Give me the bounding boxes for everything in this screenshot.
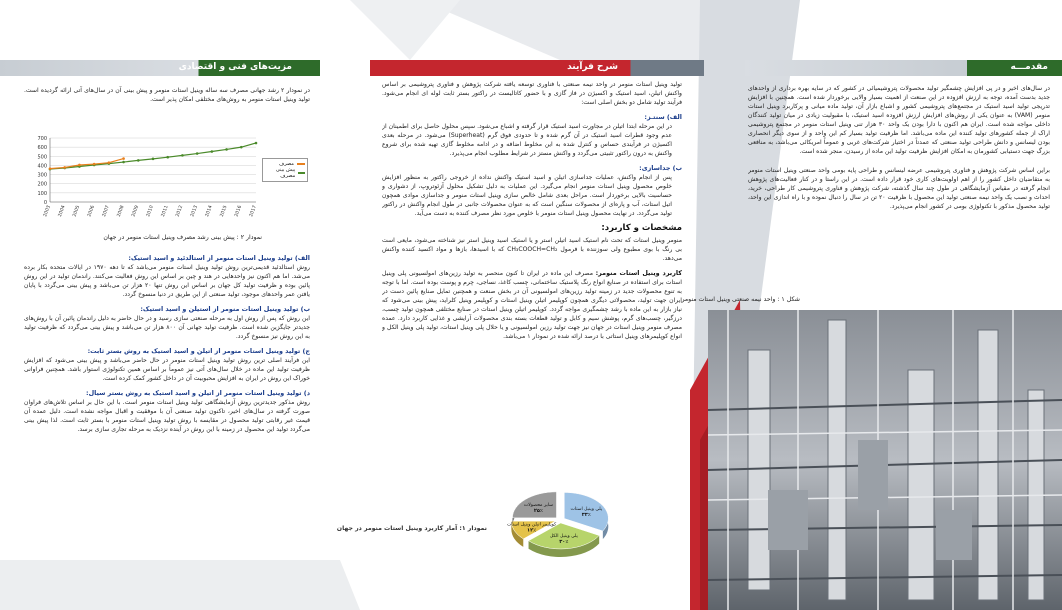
usage-text <box>382 269 682 341</box>
x-tick-label: 2010 <box>146 204 155 218</box>
data-point <box>196 152 199 155</box>
method-d-text: روش مذکور جدیدترین روش آزمایشگاهی تولید وینیل استات منومر است. با این حال بر اساس تلاش‌های فراوان صورت گرفته در سال‌های اخیر، تاکنون تولید صنعتی آن با موفقیت و اقبال مواجه نشده است. دلیل عمده آن قیمت غیر رقابتی تولید محصول در مقایسه با روش تولید وینیل استات منومر با بستر ثابت است. لذا پیش بینی می‌گردد تولید این محصول در زمینه با این روش در آینده نزدیک به مرحله تجاری سازی برسد. <box>24 399 310 433</box>
data-point <box>211 150 214 153</box>
pie-slice-label: پلی وینیل الکل <box>549 533 578 539</box>
line-chart-caption: نمودار ۲ : پیش بینی رشد مصرف وینیل استات منومر در جهان <box>103 234 262 241</box>
data-point <box>181 154 184 157</box>
right-header <box>745 60 1062 76</box>
x-tick-label: 2014 <box>205 204 214 218</box>
data-point <box>240 146 243 149</box>
separation-subtitle: ب) جداسازی: <box>639 164 682 172</box>
y-tick-label: 700 <box>37 136 47 142</box>
method-b-title: ب) تولید وینیل استات منومر از استیلن و اسید استیک: <box>140 305 310 313</box>
right-header-title: مقدمـــه <box>1010 62 1048 72</box>
x-tick-label: 2006 <box>87 204 97 218</box>
data-point <box>255 142 258 145</box>
x-tick-label: 2017 <box>249 204 258 218</box>
x-tick-label: 2007 <box>102 204 111 218</box>
middle-header-title: شرح فرآیند <box>567 62 618 72</box>
specs-title: مشخصات و کاربرد: <box>601 223 682 233</box>
pie-slice-label: سایر محصولات <box>523 503 554 509</box>
data-point <box>78 164 81 167</box>
separation-text: پس از انجام واکنش، عملیات جداسازی اتیلن و اسید استیک واکنش نداده از خروجی راکتور به منظور افزایش خلوص محصول وینیل استات منومر انجام می‌گیرد. این عملیات به دلیل تشکیل محلول آزئوتروپ، از دشواری و حساسیت بالایی برخوردار است. مراحل بعدی شامل خالص سازی وینیل استات منومر و جداسازی موادی همچون اتیل استات، آب و پاره‌ای از محصولات سنگین است که به عنوان محصولات جانبی در طول انجام واکنش در راکتور تولید می‌گردد. در نهایت محصول وینیل استات منومر با خلوص مورد نظر مصرف کننده به دست می‌آید. <box>382 174 672 217</box>
data-point <box>63 166 66 169</box>
pie-chart-caption: نمودار ۱: آمار کاربرد وینیل استات منومر در جهان <box>336 525 487 532</box>
legend-label: مصرف <box>279 161 294 167</box>
method-a-title: الف) تولید وینیل استات منومر از استالدئید و اسید استیک: <box>128 254 310 262</box>
x-tick-label: 2011 <box>160 204 170 218</box>
legend-swatch <box>297 163 305 165</box>
left-header <box>0 60 320 76</box>
plant-photo <box>708 310 1062 610</box>
pie-slice-label: کوپلیمر اتیلن وینیل استات <box>506 522 557 528</box>
usage-body: مصرف این ماده در ایران تا کنون منحصر به تولید رزین‌های امولسیونی پلی وینیل استات برای استفاده در صنایع انواع رنگ پلاستیک ساختمانی، چسب کاغذ، نساجی، چرم و پوست بوده است. اما با توجه به تنوع محصولات جدید در زمینه تولید رزین‌های امولسیونی آن در بخش صنعت و همچنین تمایل صنایع پائین دست در ایران جهت تولید، محصولاتی دیگری همچون کوپلیمر اتیلن وینیل استات و کوپلیمر وینیل کلراید، پیش بینی می‌شود که نیاز بازار به این ماده با رشد چشمگیری مواجه گردد. کوپلیمر اتیلن وینیل استات در صنایع مختلفی همچون تولید چسب، درزگیر، چسب‌های گرم، پوشش سیم و کابل و تولید قطعات بسته بندی محصولات آرایشی و غذایی کاربرد دارد. عمده مصرف منومر وینیل استات در جهان نیز جهت تولید رزین امولسیونی و یا حلال پلی وینیل استات، تولید پلی وینیل الکل و انواع کوپلیمرهای وینیل استاتی با درصد ارائه شده در نمودار ۱ می‌باشد. <box>382 270 682 340</box>
pie-chart-container <box>490 478 630 578</box>
specs-text: منومر وینیل استات که تحت نام استیک اسید اتیلن استر و یا استیک اسید وینیل استر نیز شناخته می‌شود، مایعی است بی رنگ با بوی مطبوع ولی سوزننده با فرمول CH₃COOCH=CH₂ که با اسیدها، بازها و مواد اکسید کننده واکنش می‌دهد. <box>382 237 682 262</box>
right-paragraph: در سال‌های اخیر و در پی افزایش چشمگیر تولید محصولات پتروشیمیائی در کشور که در سایه بهره برداری از واحدهای جدید بدست آمده، توجه به ارزش افزوده در این صنعت از اهمیت بسیار والایی برخوردار شده است. همچنین با افزایش تدریجی تولید اسید استیک در مجتمع‌های پتروشیمی کشور و اشباع بازار آن، تولید ماده میانی و پرکاربرد وینیل استات منومر (VAM) به عنوان یکی از روش‌های افزایش ارزش افزوده اسید استیک، با مقبولیت زیادی در میان تولید کنندگان داخلی مواجه شده است. ایران هم اکنون با دارا بودن یک واحد ۳۰ هزار تنی وینیل استات منومر در مجتمع پتروشیمی اراک از جمله کشورهای تولید کننده این ماده می‌باشد. اما ظرفیت تولید بسیار کم این واحد و از سوی دیگر انحصاری بودن لیسانس و دانش طراحی تولید صنعتی که عمدتاً در اختیار شرکت‌های غربی و عموماً امریکائی می‌باشد، به منافعی بزرگ جهت دستیابی کشورمان به امکان افزایش ظرفیت تولید این ماده از رسیدن، منجر شده است. <box>748 85 1050 155</box>
y-tick-label: 100 <box>37 190 47 197</box>
pie-slice-label: پلی وینیل استات <box>570 506 603 512</box>
left-intro <box>24 86 310 116</box>
x-tick-label: 2009 <box>131 204 141 218</box>
pie-slice-value: ۱۲٪ <box>527 527 537 534</box>
y-tick-label: 600 <box>37 145 47 152</box>
synthesis-text: در این مرحله ابتدا اتیلن در مجاورت اسید استیک قرار گرفته و اشباع می‌شود. سپس محلول حاصل برای اطمینان از عدم وجود قطرات اسید استیک در آن گرم شده و تا حدودی فوق گرم (Superheat) می‌شود. در مرحله بعدی اکسیژن در فرآیندی حساس و کنترل شده به این مخلوط اضافه و در ادامه مخلوط گازی تهیه شده برای شروع واکنش به درون راکتور تثبیتی می‌گردد و واکنش مستز در شرایط مطلوب انجام می‌پذیرد. <box>382 123 673 157</box>
left-intro-text: در نمودار ۲ رشد جهانی مصرف سه ساله وینیل استات منومر و پیش بینی آن در سال‌های آتی ارائه گردیده است. تولید وینیل استات منومر به روش‌های مختلفی امکان پذیر است. <box>24 87 310 103</box>
middle-text-column <box>382 80 682 472</box>
x-tick-label: 2003 <box>43 204 52 218</box>
data-point <box>49 167 52 170</box>
method-d-title: د) تولید وینیل استات منومر از اتیلن و اسید استیک به روش بستر سیال: <box>86 389 310 397</box>
y-tick-label: 500 <box>37 154 47 161</box>
method-b-text: این روش که پس از روش اول به مرحله صنعتی سازی رسید و در حال حاضر به دلیل راندمان پائین آن با روش‌های جدیدتر جایگزین شده است. ظرفیت تولید جهانی آن ۸۰۰ هزار تن می‌باشد و پیش بینی می‌گردد که ظرفیت تولید به این روش نیز منسوخ گردد. <box>24 315 310 340</box>
figure-1-caption: شکل ۱ : واحد نیمه صنعتی وینیل استات منومر <box>681 296 800 303</box>
data-point <box>166 156 169 159</box>
industrial-plant-image <box>708 310 1062 610</box>
data-point <box>137 159 140 162</box>
line-chart-legend <box>262 158 308 182</box>
data-point <box>122 161 125 164</box>
synthesis-subtitle: الف) سنتـز: <box>644 113 682 121</box>
y-tick-label: 0 <box>43 200 47 206</box>
middle-intro: تولید وینیل استات منومر در واحد نیمه صنعتی با فناوری توسعه یافته شرکت پژوهش و فناوری پتروشیمی بر اساس واکنش اتیلن، اسید استیک و اکسیژن در فاز گازی و با حضور کاتالیست در راکتور بستر ثابت لوله ای انجام می‌شود. فرآیند تولید شامل دو بخش اصلی است: <box>382 81 682 106</box>
pie-chart <box>490 478 630 578</box>
middle-header <box>370 60 704 76</box>
pie-slice-value: ۲۵٪ <box>533 508 543 515</box>
pie-slice-value: ۳۳٪ <box>581 511 591 518</box>
x-tick-label: 2013 <box>190 204 200 218</box>
data-point <box>225 148 228 151</box>
data-point <box>93 163 96 166</box>
x-tick-label: 2012 <box>175 204 185 218</box>
x-tick-label: 2008 <box>116 204 126 218</box>
left-header-title: مزیت‌های فنی و اقتصادی <box>178 62 292 72</box>
x-tick-label: 2016 <box>234 204 244 218</box>
right-paragraph: براین اساس شرکت پژوهش و فناوری پتروشیمی عرضه لیسانس و طراحی پایه بومی واحد صنعتی وینیل استات منومر به متقاضیان داخل کشور را از اهم اولویت‌های کاری خود قرار داده است. در این راستا و در کنار فعالیت‌های پژوهش انجام گرفته در مقیاس آزمایشگاهی در طول چند سال گذشته، شرکت پژوهش و فناوری پتروشیمی کار طراحی، خرید، احداث و نصب یک واحد نیمه صنعتی تولید این محصول با ظرفیت ۲۰ تن در سال را دنبال نموده و با راه اندازی این واحد، تولید محصول مذکور با تکنولوژی بومی در کشور انجام می‌پذیرد. <box>748 167 1050 210</box>
data-point <box>152 158 155 161</box>
x-tick-label: 2005 <box>72 204 82 218</box>
y-tick-label: 300 <box>37 172 47 179</box>
legend-item <box>265 167 305 179</box>
data-point <box>122 157 125 160</box>
method-c-text: این فرآیند اصلی ترین روش تولید وینیل استات منومر در حال حاضر می‌باشد و پیش بینی می‌شود که افزایش ظرفیت تولید این ماده در خلال سال‌های آتی نیز عموماً بر اساس همین تکنولوژی استوار باشد. همچنین فراوانی خوراک این روش در ایران به افزایش محبوبیت آن در داخل کشور کمک کرده است. <box>24 357 310 382</box>
method-c-title: ج) تولید وینیل استات منومر از اتیلن و اسید استیک به روش بستر ثابت: <box>87 347 310 355</box>
y-tick-label: 400 <box>37 163 47 170</box>
data-point <box>108 161 111 164</box>
left-text-column <box>24 254 310 544</box>
legend-swatch <box>298 172 305 174</box>
usage-title: کاربرد وینیل استات منومر: <box>595 269 682 277</box>
legend-label: پیش بینی مصرف <box>275 167 296 179</box>
x-tick-label: 2004 <box>57 204 67 218</box>
y-tick-label: 200 <box>37 181 47 188</box>
pie-slice-value: ۳۰٪ <box>559 538 569 545</box>
line-chart-container <box>24 132 310 230</box>
right-text-column <box>748 84 1050 314</box>
method-a-text: روش استالدئید قدیمی‌ترین روش تولید وینیل استات منومر می‌باشد که تا دهه ۱۹۷۰ در ایالات متحده بکار برده می‌شد. اما هم اکنون نیز واحدهایی در هند و چین بر اساس این روش فعالیت می‌کنند. راندمان تولید در این روش پائین بوده و ظرفیت تولید کل جهان بر اساس این روش تنها ۲۰ هزار تن می‌باشد و پیش بینی می‌گردد با پایان یافتن عمر واحدهای موجود، تولید صنعتی از این طریق در دنیا منسوخ گردد. <box>24 264 310 298</box>
x-tick-label: 2015 <box>219 204 229 218</box>
